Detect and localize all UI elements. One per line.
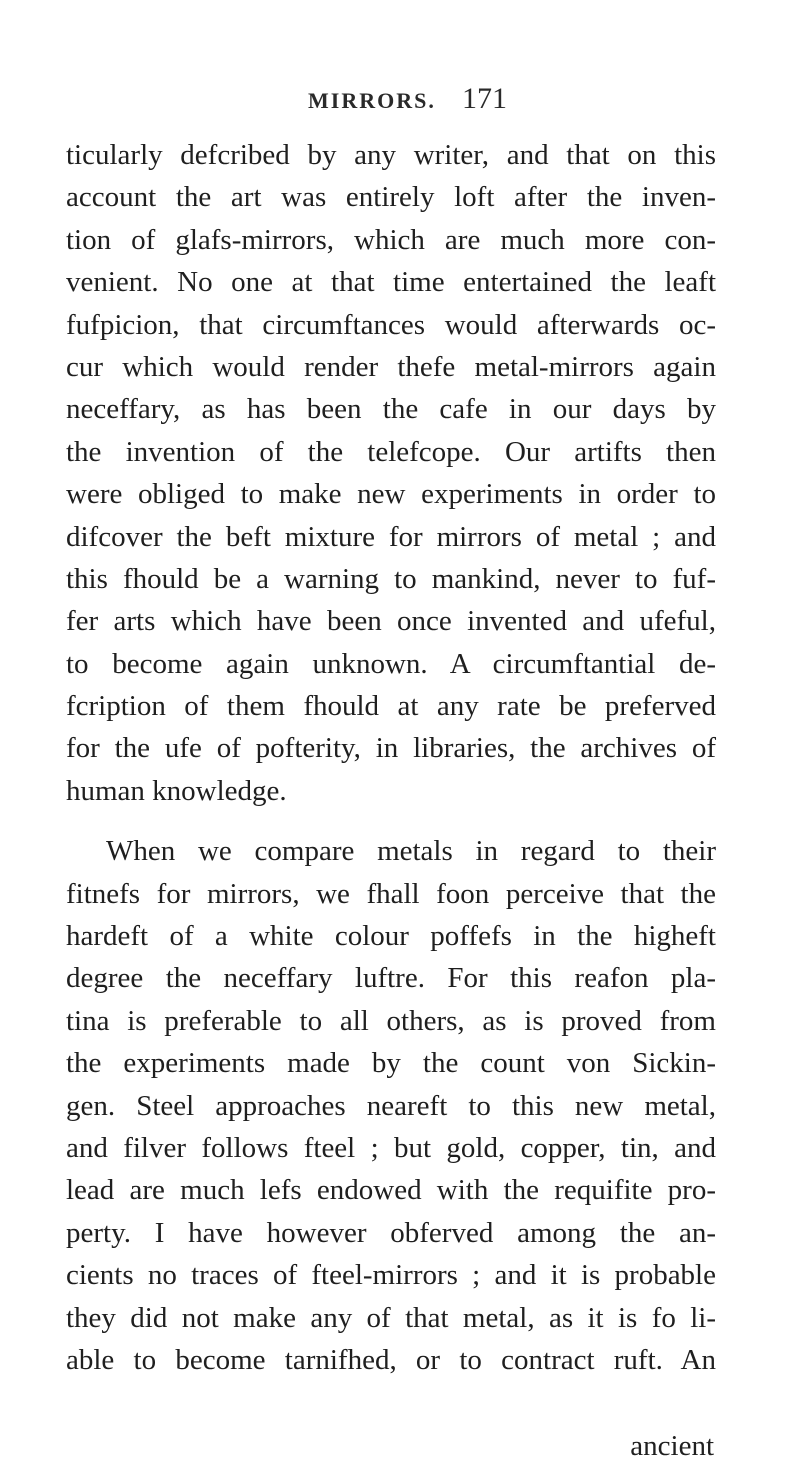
text-line: account the art was entirely loft after the inven- — [66, 181, 716, 214]
text-line: the invention of the telefcope. Our artifts then — [66, 435, 716, 468]
text-line: ticularly defcribed by any writer, and that on this — [66, 139, 716, 171]
text-line: fer arts which have been once invented and ufeful, — [66, 605, 716, 638]
text-line: fitnefs for mirrors, we fhall foon perceive that the — [66, 877, 716, 910]
running-title: MIRRORS. — [308, 88, 436, 113]
text-line: the experiments made by the count von Sickin- — [66, 1047, 716, 1080]
page-header — [0, 82, 800, 122]
text-line: lead are much lefs endowed with the requifite pro- — [66, 1174, 716, 1207]
text-line: difcover the beft mixture for mirrors of metal ; and — [66, 520, 716, 553]
text-line: tion of glafs-mirrors, which are much more con- — [66, 223, 716, 256]
text-line: neceffary, as has been the cafe in our days by — [66, 393, 716, 426]
text-line: cients no traces of fteel-mirrors ; and it is probable — [66, 1259, 716, 1292]
text-line: this fhould be a warning to mankind, never to fuf- — [66, 562, 716, 595]
text-line: they did not make any of that metal, as it is fo li- — [66, 1301, 716, 1334]
text-line: human knowledge. — [66, 774, 287, 807]
text-line: When we compare metals in regard to their — [106, 835, 716, 868]
text-line: and filver follows fteel ; but gold, copper, tin, and — [66, 1131, 716, 1164]
text-line: were obliged to make new experiments in order to — [66, 478, 716, 511]
text-line: gen. Steel approaches neareft to this new metal, — [66, 1089, 716, 1122]
catchword: ancient — [630, 1430, 714, 1462]
text-line: to become again unknown. A circumftantial de- — [66, 647, 716, 680]
text-line: cur which would render thefe metal-mirrors again — [66, 350, 716, 383]
text-line: venient. No one at that time entertained the leaft — [66, 266, 716, 299]
page-number: 171 — [462, 82, 507, 115]
paragraph-gap — [66, 812, 716, 830]
text-line: for the ufe of pofterity, in libraries, the archives of — [66, 732, 716, 765]
text-line: tina is preferable to all others, as is proved from — [66, 1004, 716, 1037]
text-line: able to become tarnifhed, or to contract ruft. An — [66, 1343, 716, 1376]
text-line: perty. I have however obferved among the an- — [66, 1216, 716, 1249]
text-line: degree the neceffary luftre. For this reafon pla- — [66, 962, 716, 995]
text-line: fcription of them fhould at any rate be preferved — [66, 690, 716, 723]
text-line: hardeft of a white colour poffefs in the higheft — [66, 920, 716, 953]
text-line: fufpicion, that circumftances would afterwards oc- — [66, 308, 716, 341]
body-text — [66, 134, 716, 1381]
